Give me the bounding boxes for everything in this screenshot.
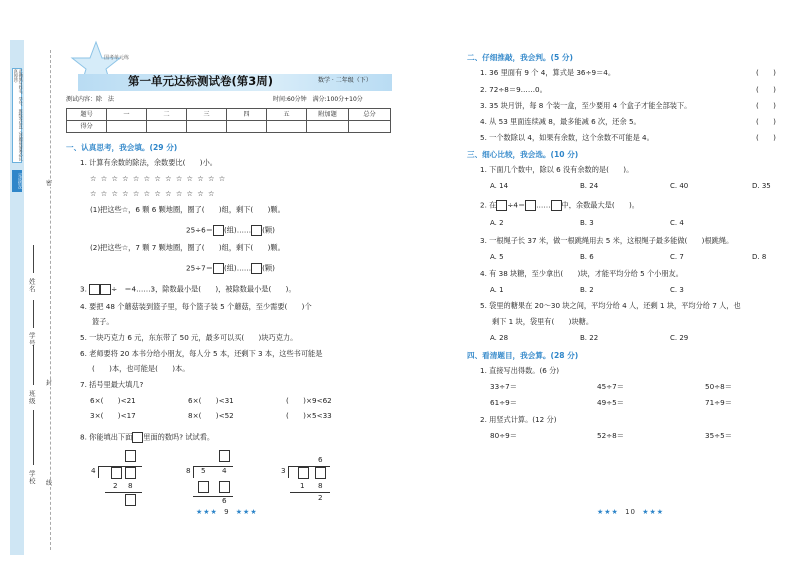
choice-question-5-line1: 5. 袋里的糖果在 20～30 块之间，平均分给 4 人，还剩 1 块，平均分给 7 人，也 <box>480 301 741 310</box>
divisor: 3 <box>281 466 286 475</box>
q7-item: 6×( )<21 <box>90 396 136 405</box>
c2-post: …… <box>536 200 551 210</box>
table-cell: 四 <box>227 109 267 121</box>
answer-box[interactable] <box>213 263 224 274</box>
equation-unit-piece: (颗) <box>262 263 275 273</box>
judge-item: 1. 36 里面有 9 个 4，算式是 36÷9＝4。 <box>480 68 616 77</box>
line-name <box>33 245 34 273</box>
product-digit: 1 <box>300 481 305 490</box>
product-digit: 2 <box>113 481 118 490</box>
notice-box <box>12 68 22 163</box>
table-cell: 总分 <box>349 109 391 121</box>
dividend-digit: 4 <box>222 466 227 475</box>
answer-box[interactable] <box>100 284 111 295</box>
notice-text: 正确填写姓名、学号、班级等信息（答题前请务必认真阅读） <box>13 69 24 161</box>
choice-question-3: 3. 一根绳子长 37 米，做一根跳绳用去 5 米，这根绳子最多能做( )根跳绳。 <box>480 236 734 245</box>
judge-answer[interactable]: ( ) <box>756 117 776 126</box>
choice-option[interactable]: B. 2 <box>580 286 594 294</box>
fold-char-3: 线 <box>46 480 53 487</box>
answer-box[interactable] <box>125 450 136 462</box>
label-name: 姓名 <box>27 278 36 293</box>
direct-calc[interactable]: 45÷7＝ <box>597 382 624 391</box>
section-4-title: 四、看清题目，我会算。(28 分) <box>467 351 579 360</box>
equation-unit-group: (组)…… <box>223 263 252 273</box>
line-id <box>33 300 34 328</box>
c2-end: 中，余数最大是( )。 <box>561 200 639 210</box>
page-number: 10 <box>625 508 636 516</box>
table-cell: 三 <box>187 109 227 121</box>
product-digit: 8 <box>128 481 133 490</box>
choice-option[interactable]: B. 24 <box>580 182 599 190</box>
answer-box[interactable] <box>219 450 230 462</box>
label-school: 学校 <box>27 470 36 485</box>
subtract-line <box>105 492 142 493</box>
judge-answer[interactable]: ( ) <box>756 85 776 94</box>
line-school <box>33 410 34 465</box>
page-title: 第一单元达标测试卷(第3周) <box>128 74 274 88</box>
footer-stars: ★★★ <box>597 508 619 516</box>
direct-calc[interactable]: 49÷5＝ <box>597 398 624 407</box>
score-cell[interactable] <box>227 121 267 133</box>
question-1: 1. 计算有余数的除法，余数要比( )小。 <box>80 158 217 167</box>
equation-1b <box>186 263 275 274</box>
choice-option[interactable]: A. 1 <box>490 286 504 294</box>
answer-box[interactable] <box>251 263 262 274</box>
remainder: 2 <box>318 493 323 502</box>
choice-question-1: 1. 下面几个数中，除以 6 没有余数的是( )。 <box>480 165 634 174</box>
question-4-line1: 4. 要把 48 个蘑菇装到篮子里，每个篮子装 5 个蘑菇，至少需要( )个 <box>80 302 312 311</box>
score-table <box>66 108 391 133</box>
bracket-line <box>193 466 194 478</box>
test-content: 测试内容：除 法 <box>66 96 115 103</box>
stars-row-1: ☆ ☆ ☆ ☆ ☆ ☆ ☆ ☆ ☆ ☆ ☆ ☆ ☆ <box>90 174 227 183</box>
answer-box[interactable] <box>251 225 262 236</box>
choice-option[interactable]: C. 3 <box>670 286 684 294</box>
answer-box[interactable] <box>89 284 100 295</box>
divisor: 4 <box>91 466 96 475</box>
answer-box[interactable] <box>551 200 562 211</box>
equation-1a <box>186 225 275 236</box>
answer-box[interactable] <box>496 200 507 211</box>
answer-box[interactable] <box>125 467 136 479</box>
judge-item: 3. 35 块月饼，每 8 个装一盒，至少要用 4 个盒子才能全部装下。 <box>480 101 692 110</box>
q7-item: ( )×5<33 <box>286 411 332 420</box>
judge-item: 2. 72÷8＝9……0。 <box>480 85 547 94</box>
question-6-line2: ( )本，也可能是( )本。 <box>92 364 190 373</box>
label-class: 班级 <box>27 390 36 405</box>
choice-option[interactable]: A. 2 <box>490 219 504 227</box>
question-7: 7. 括号里最大填几? <box>80 380 144 389</box>
choice-option[interactable]: B. 3 <box>580 219 594 227</box>
table-cell: 附加题 <box>307 109 349 121</box>
question-3-prefix: 3. <box>80 284 87 294</box>
score-cell[interactable] <box>349 121 391 133</box>
choice-option[interactable]: A. 14 <box>490 182 509 190</box>
equation-1b-left: 25÷7＝ <box>186 263 213 273</box>
choice-question-4: 4. 有 38 块糖，至少拿出( )块，才能平均分给 5 个小朋友。 <box>480 269 683 278</box>
q7-item: 6×( )<31 <box>188 396 234 405</box>
vertical-calc[interactable]: 80÷9＝ <box>490 431 517 440</box>
table-cell: 得分 <box>67 121 107 133</box>
score-cell[interactable] <box>107 121 147 133</box>
footer-right <box>597 508 664 516</box>
c2-pre: 2. 在 <box>480 200 497 210</box>
vertical-calc[interactable]: 35÷5＝ <box>705 431 732 440</box>
footer-stars: ★★★ <box>196 508 218 516</box>
table-cell: 五 <box>267 109 307 121</box>
divisor: 8 <box>186 466 191 475</box>
answer-box[interactable] <box>111 467 122 479</box>
choice-option[interactable]: D. 35 <box>752 182 771 190</box>
question-3-text: ÷ ＝4……3，除数最小是( )，被除数最小是( )。 <box>111 284 296 294</box>
q7-item: ( )×9<62 <box>286 396 332 405</box>
vertical-calc[interactable]: 52÷8＝ <box>597 431 624 440</box>
choice-option[interactable]: A. 5 <box>490 253 504 261</box>
choice-option[interactable]: C. 29 <box>670 334 689 342</box>
answer-box[interactable] <box>125 494 136 506</box>
equation-unit-group: (组)…… <box>223 225 252 235</box>
choice-option[interactable]: C. 40 <box>670 182 689 190</box>
bracket-line <box>98 466 99 478</box>
answer-box[interactable] <box>298 467 309 479</box>
table-cell: 二 <box>147 109 187 121</box>
subject-grade: 数学 · 二年级（下） <box>318 77 372 84</box>
question-8-post: 里面的数吗? 试试看。 <box>143 432 215 442</box>
dividend-digit: 5 <box>201 466 206 475</box>
quotient: 6 <box>318 455 323 464</box>
series-name: 国考单元练 <box>104 55 130 61</box>
judge-item: 4. 从 53 里面连续减 8，最多能减 6 次，还余 5。 <box>480 117 641 126</box>
fold-char-1: 密 <box>46 180 53 187</box>
fold-line <box>50 50 51 550</box>
score-cell[interactable] <box>147 121 187 133</box>
c2-mid: ÷4＝ <box>507 200 526 210</box>
calc-part-2: 2. 用竖式计算。(12 分) <box>480 415 557 424</box>
question-3 <box>80 284 296 295</box>
judge-answer[interactable]: ( ) <box>756 68 776 77</box>
choice-question-2 <box>480 200 639 211</box>
section-3-title: 三、细心比较，我会选。(10 分) <box>467 150 579 159</box>
question-8 <box>80 432 214 443</box>
footer-stars: ★★★ <box>642 508 665 516</box>
remainder: 6 <box>222 496 227 505</box>
fold-char-2: 封 <box>46 380 53 387</box>
choice-option[interactable]: D. 8 <box>752 253 767 261</box>
question-5: 5. 一块巧克力 6 元，东东带了 50 元，最多可以买( )块巧克力。 <box>80 333 298 342</box>
footer-stars: ★★★ <box>235 508 258 516</box>
answer-box[interactable] <box>213 225 224 236</box>
choice-option[interactable]: B. 22 <box>580 334 599 342</box>
choice-question-5-line2: 剩下 1 块，袋里有( )块糖。 <box>492 317 594 326</box>
score-cell[interactable] <box>187 121 227 133</box>
answer-box[interactable] <box>198 481 209 493</box>
score-cell[interactable] <box>267 121 307 133</box>
product-digit: 8 <box>318 481 323 490</box>
choice-option[interactable]: B. 6 <box>580 253 594 261</box>
question-1b: (2)把这些☆，7 颗 7 颗地圈，圈了( )组，剩下( )颗。 <box>90 243 285 252</box>
q7-item: 3×( )<17 <box>90 411 136 420</box>
table-cell: 题号 <box>67 109 107 121</box>
direct-calc[interactable]: 33÷7＝ <box>490 382 517 391</box>
judge-answer[interactable]: ( ) <box>756 101 776 110</box>
section-2-title: 二、仔细推敲，我会判。(5 分) <box>467 53 573 62</box>
question-6-line1: 6. 老师要将 20 本书分给小朋友，每人分 5 本，还剩下 3 本，这些书可能是 <box>80 349 323 358</box>
calc-part-1: 1. 直接写出得数。(6 分) <box>480 366 560 375</box>
line-class <box>33 345 34 385</box>
score-table-header <box>67 109 391 121</box>
bracket-line <box>193 466 233 467</box>
completion-tag: 完成情况 <box>12 170 22 192</box>
answer-box[interactable] <box>315 467 326 479</box>
choice-option[interactable]: C. 7 <box>670 253 684 261</box>
stars-row-2: ☆ ☆ ☆ ☆ ☆ ☆ ☆ ☆ ☆ ☆ ☆ ☆ <box>90 189 216 198</box>
direct-calc[interactable]: 71÷9＝ <box>705 398 732 407</box>
question-1a: (1)把这些☆，6 颗 6 颗地圈，圈了( )组，剩下( )颗。 <box>90 205 285 214</box>
direct-calc[interactable]: 61÷9＝ <box>490 398 517 407</box>
score-cell[interactable] <box>307 121 349 133</box>
table-cell: 一 <box>107 109 147 121</box>
subtract-line <box>193 496 233 497</box>
q7-item: 8×( )<52 <box>188 411 234 420</box>
choice-option[interactable]: A. 28 <box>490 334 509 342</box>
answer-box[interactable] <box>525 200 536 211</box>
bracket-line <box>288 466 289 478</box>
equation-1a-left: 25÷6＝ <box>186 225 213 235</box>
footer-left <box>196 508 258 516</box>
section-1-title: 一、认真思考，我会填。(29 分) <box>66 143 178 152</box>
page-number: 9 <box>224 508 230 516</box>
equation-unit-piece: (颗) <box>262 225 275 235</box>
judge-answer[interactable]: ( ) <box>756 133 776 142</box>
time-score: 时间:60分钟 满分:100分+10分 <box>273 96 363 103</box>
label-id: 学号 <box>27 332 36 347</box>
subtract-line <box>290 492 330 493</box>
score-table-row <box>67 121 391 133</box>
judge-item: 5. 一个数除以 4，如果有余数，这个余数不可能是 4。 <box>480 133 654 142</box>
question-8-pre: 8. 你能填出下面 <box>80 432 133 442</box>
answer-box[interactable] <box>132 432 143 443</box>
answer-box[interactable] <box>219 481 230 493</box>
choice-option[interactable]: C. 4 <box>670 219 684 227</box>
direct-calc[interactable]: 50÷8＝ <box>705 382 732 391</box>
question-4-line2: 篮子。 <box>92 317 114 326</box>
